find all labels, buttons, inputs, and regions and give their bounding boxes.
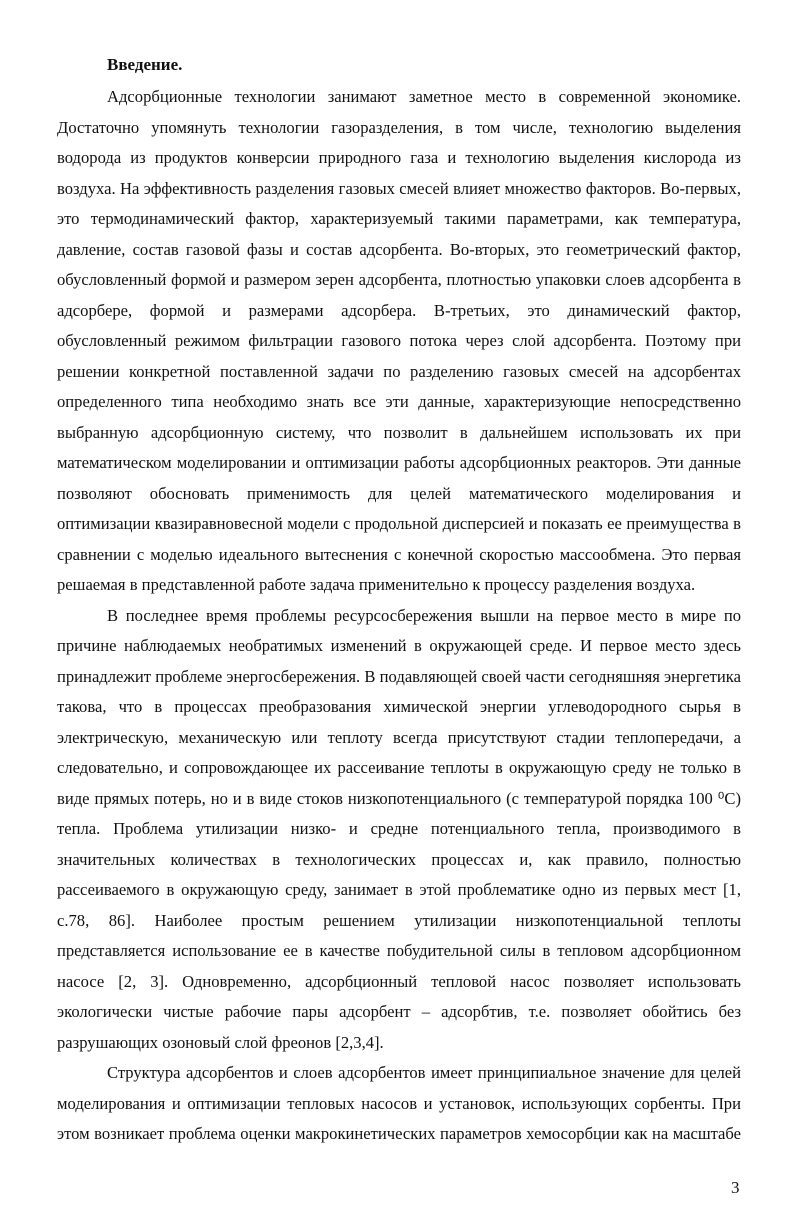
paragraph [57,601,741,1059]
paragraph [57,1058,741,1150]
text-line: оптимизации квазиравновесной модели с продольной дисперсией и показать ее преимущества в [57,514,741,533]
text-line: определенного типа необходимо знать все эти данные, характеризующие непосредственно [57,392,741,411]
text-line: значительных количествах в технологических процессах и, как правило, полностью [57,849,741,869]
section-heading: Введение. [107,55,183,74]
text-line: такова, что в процессах преобразования химической энергии углеводородного сырья в [57,697,741,716]
text-line: с.78, 86]. Наиболее простым решением утилизации низкопотенциальной теплоты [57,910,741,930]
paragraph [57,82,741,601]
text-line: математическом моделировании и оптимизации работы адсорбционных реакторов. Эти данные [57,453,741,472]
text-line: Адсорбционные технологии занимают заметное место в современной экономике. [107,87,741,106]
text-line: Структура адсорбентов и слоев адсорбентов имеет принципиальное значение для целей [107,1063,741,1082]
text-line: выбранную адсорбционную систему, что позволит в дальнейшем использовать их при [57,422,741,442]
text-line: давление, состав газовой фазы и состав адсорбента. Во-вторых, это геометрический фактор, [57,239,741,259]
text-line: рассеиваемого в окружающую среду, занимает в этой проблематике одно из первых мест [1, [57,880,741,899]
body-text [57,82,741,1150]
text-line: причине наблюдаемых необратимых изменений в окружающей среде. И первое место здесь [57,636,741,655]
text-line: решении конкретной поставленной задачи по разделению газовых смесей на адсорбентах [57,361,741,381]
text-line: насосе [2, 3]. Одновременно, адсорбционный тепловой насос позволяет использовать [57,971,741,991]
text-line: сравнении с моделью идеального вытеснения с конечной скоростью массообмена. Это первая [57,544,741,564]
text-line: электрическую, механическую или теплоту всегда присутствуют стадии теплопередачи, а [57,727,741,747]
text-line: следовательно, и сопровождающее их рассеивание теплоты в окружающую среду не только в [57,758,741,777]
text-line: тепла. Проблема утилизации низко- и средне потенциального тепла, производимого в [57,819,741,838]
text-line: адсорбере, формой и размерами адсорбера. В-третьих, это динамический фактор, [57,300,741,320]
text-line: представляется использование ее в качестве побудительной силы в тепловом адсорбционном [57,941,741,960]
text-line: этом возникает проблема оценки макрокинетических параметров хемосорбции как на масштабе [57,1124,741,1143]
text-line: принадлежит проблеме энергосбережения. В подавляющей своей части сегодняшняя энергетика [57,666,741,686]
text-line: обусловленный формой и размером зерен адсорбента, плотностью упаковки слоев адсорбента в [57,270,741,289]
text-line: воздуха. На эффективность разделения газовых смесей влияет множество факторов. Во-первых, [57,178,741,198]
text-line: это термодинамический фактор, характеризуемый такими параметрами, как температура, [57,209,741,228]
text-line: обусловленный режимом фильтрации газового потока через слой адсорбента. Поэтому при [57,331,741,350]
text-line: позволяют обосновать применимость для целей математического моделирования и [57,483,741,503]
text-line: виде прямых потерь, но и в виде стоков низкопотенциального (с температурой порядка 100 ⁰C) [57,788,741,808]
text-line: В последнее время проблемы ресурсосбережения вышли на первое место в мире по [107,605,741,625]
text-line: водорода из продуктов конверсии природного газа и технологию выделения кислорода из [57,148,741,167]
text-line: Достаточно упомянуть технологии газоразделения, в том числе, технологию выделения [57,117,741,137]
text-line: экологически чистые рабочие пары адсорбент – адсорбтив, т.е. позволяет обойтись без [57,1002,741,1021]
text-line: моделирования и оптимизации тепловых насосов и установок, использующих сорбенты. При [57,1093,741,1113]
page-number: 3 [731,1178,740,1197]
text-line: решаемая в представленной работе задача применительно к процессу разделения воздуха. [57,575,696,594]
text-line: разрушающих озоновый слой фреонов [2,3,4]. [57,1032,384,1052]
